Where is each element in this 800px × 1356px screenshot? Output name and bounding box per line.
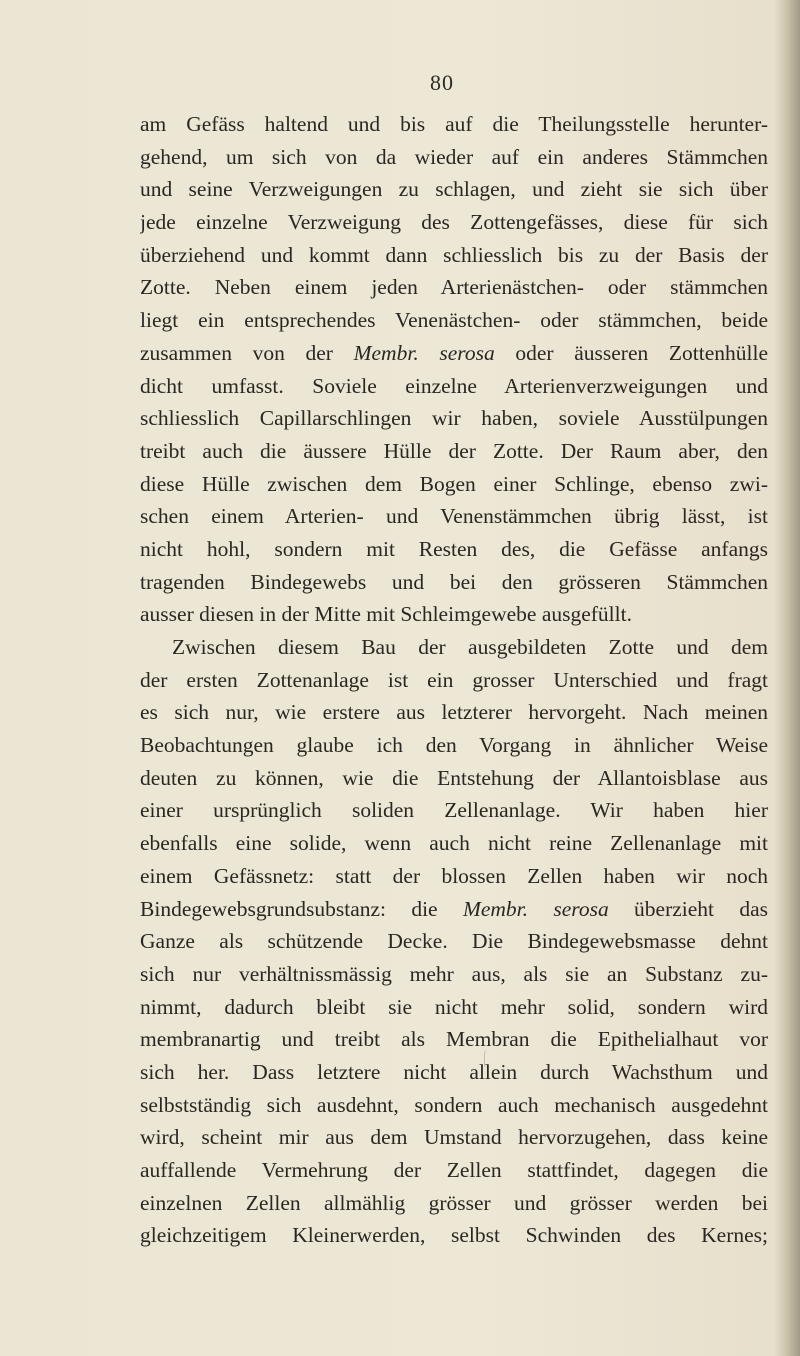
text-line: sich her. Dass letztere nicht allein durch Wachsthum und [140,1059,768,1084]
text-line: überziehend und kommt dann schliesslich bis zu der Basis der [140,242,768,267]
text-line: es sich nur, wie erstere aus letzterer hervorgeht. Nach meinen [140,700,768,725]
text-line: nicht hohl, sondern mit Resten des, die Gefässe anfangs [140,536,768,561]
text-line: einzelnen Zellen allmählig grösser und grösser werden bei [140,1190,768,1215]
text-run: zusammen von der [140,340,354,365]
text-line: nimmt, dadurch bleibt sie nicht mehr solid, sondern wird [140,994,768,1019]
text-line: membranartig und treibt als Membran die Epithelialhaut vor [140,1027,768,1052]
italic-term: Membr. serosa [462,896,609,921]
text-line: ebenfalls eine solide, wenn auch nicht reine Zellenanlage mit [140,831,768,856]
text-line: tragenden Bindegewebs und bei den grösseren Stämmchen [140,569,768,594]
text-line: einem Gefässnetz: statt der blossen Zellen haben wir noch [140,863,768,888]
body-text [140,108,768,1252]
text-line: schliesslich Capillarschlingen wir haben, soviele Ausstülpungen [140,406,768,431]
page-number: 80 [430,70,454,95]
text-line: liegt ein entsprechendes Venenästchen- oder stämmchen, beide [140,308,768,333]
text-line-with-italic [140,337,768,370]
text-line: und seine Verzweigungen zu schlagen, und zieht sie sich über [140,177,768,202]
text-run: überzieht das [608,896,768,921]
text-line: wird, scheint mir aus dem Umstand hervorzugehen, dass keine [140,1125,768,1150]
text-line: der ersten Zottenanlage ist ein grosser Unterschied und fragt [140,667,768,692]
text-line-with-italic [140,893,768,926]
text-line: Beobachtungen glaube ich den Vorgang in ähnlicher Weise [140,733,768,758]
text-line: diese Hülle zwischen dem Bogen einer Schlinge, ebenso zwi- [140,471,768,496]
text-line: einer ursprünglich soliden Zellenanlage. Wir haben hier [140,798,768,823]
text-line: sich nur verhältnissmässig mehr aus, als sie an Substanz zu- [140,961,768,986]
text-line: auffallende Vermehrung der Zellen stattfindet, dagegen die [140,1158,768,1182]
paper-blemish [484,1050,491,1068]
text-line: Ganze als schützende Decke. Die Bindegewebsmasse dehnt [140,929,768,954]
text-line: am Gefäss haltend und bis auf die Theilungsstelle herunter- [140,112,768,136]
text-line: dicht umfasst. Soviele einzelne Arterienverzweigungen und [140,373,768,398]
text-run: oder äusseren Zottenhülle [494,340,768,365]
text-line: deuten zu können, wie die Entstehung der Allantoisblase aus [140,765,768,790]
paragraph-start-line: Zwischen diesem Bau der ausgebildeten Zotte und dem [172,635,768,659]
page-edge-shadow [774,0,800,1356]
text-line: selbstständig sich ausdehnt, sondern auch mechanisch ausgedehnt [140,1092,768,1117]
text-line: gleichzeitigem Kleinerwerden, selbst Schwinden des Kernes; [140,1223,768,1248]
italic-term: Membr. serosa [353,340,495,365]
text-run: Bindegewebsgrundsubstanz: die [140,896,463,921]
text-line: gehend, um sich von da wieder auf ein anderes Stämmchen [140,144,768,169]
text-line: treibt auch die äussere Hülle der Zotte. Der Raum aber, den [140,438,768,463]
text-line: Zotte. Neben einem jeden Arterienästchen- oder stämmchen [140,275,768,300]
text-line: schen einem Arterien- und Venenstämmchen übrig lässt, ist [140,504,768,529]
text-line: jede einzelne Verzweigung des Zottengefässes, diese für sich [140,210,768,235]
text-line: ausser diesen in der Mitte mit Schleimgewebe ausgefüllt. [140,602,632,627]
